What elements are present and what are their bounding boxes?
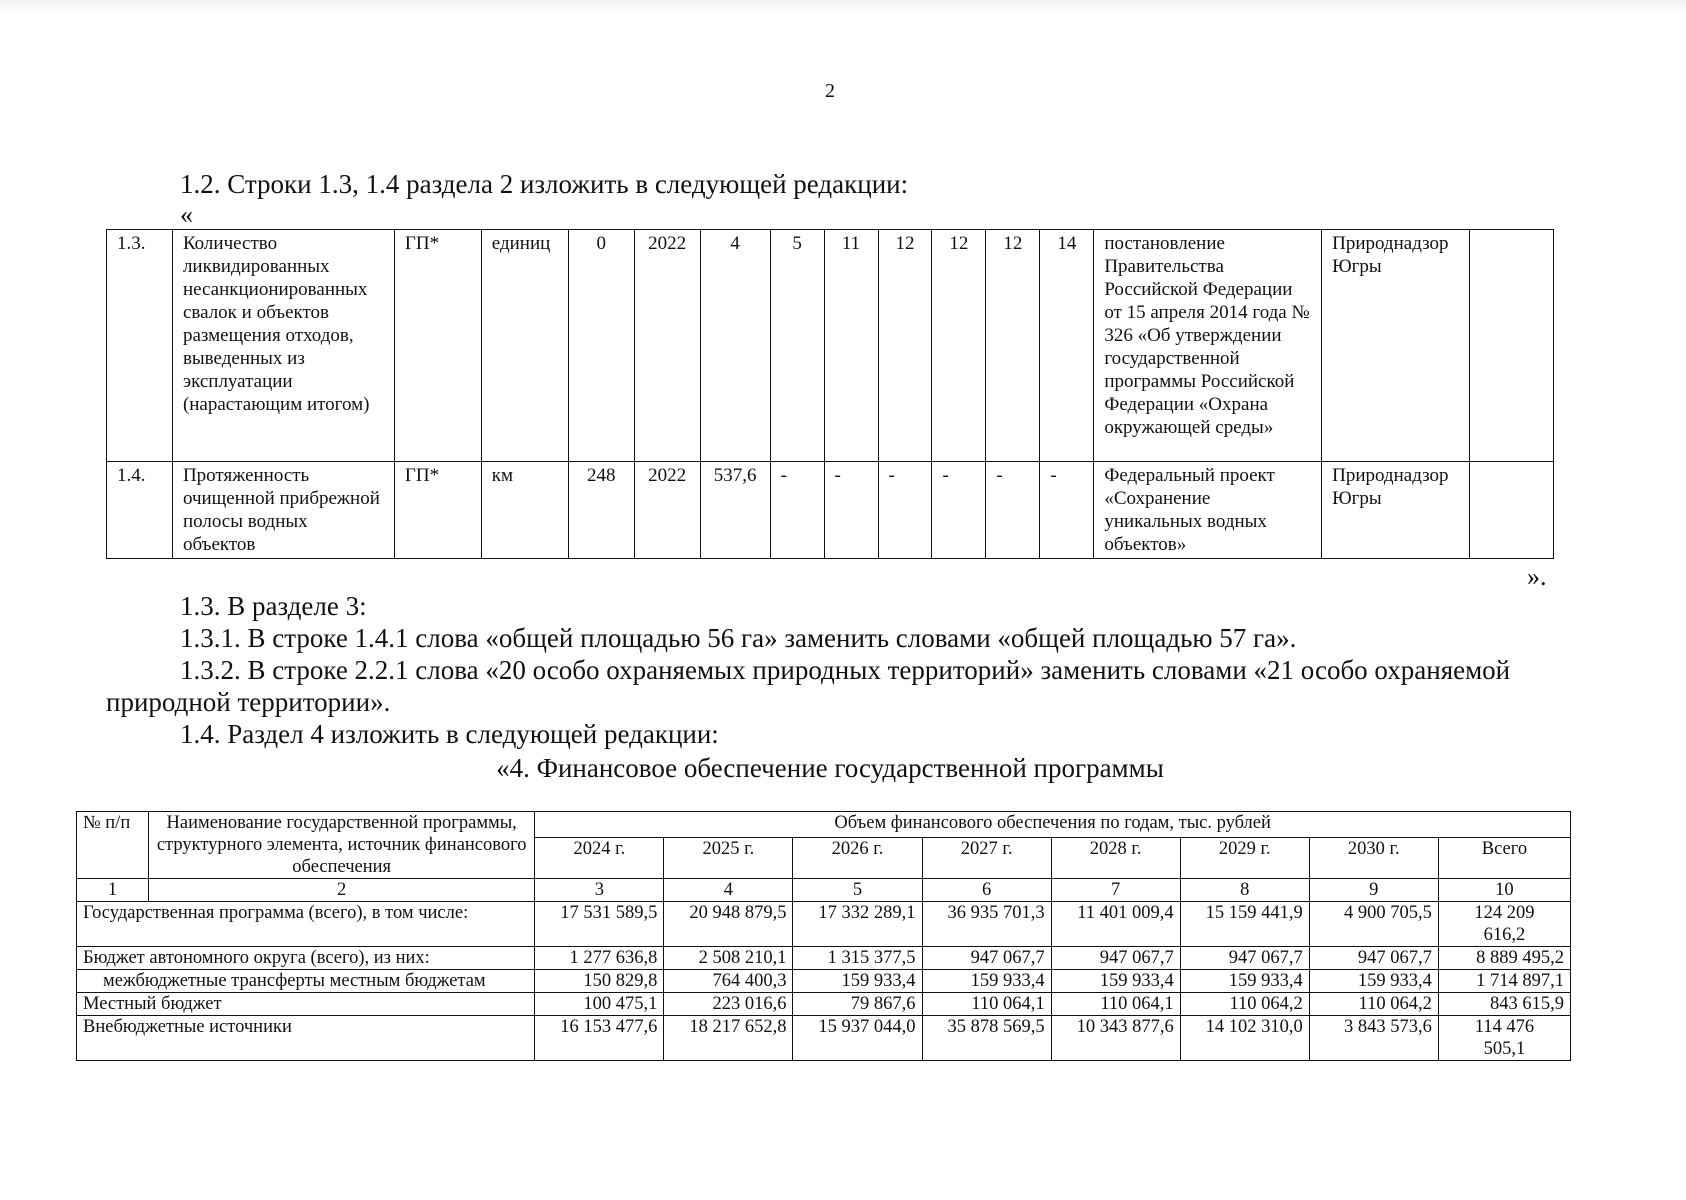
value-cell: 4 [700, 230, 770, 462]
column-header-number: № п/п [77, 812, 149, 879]
table-row [77, 993, 1571, 1016]
column-header-volume: Объем финансового обеспечения по годам, тыс. рублей [535, 812, 1571, 838]
amount-cell: 947 067,7 [1051, 947, 1180, 970]
amount-cell: 223 016,6 [664, 993, 793, 1016]
amount-cell: 79 867,6 [793, 993, 922, 1016]
total-cell: 124 209 616,2 [1438, 902, 1570, 947]
value-cell: 11 [824, 230, 878, 462]
document-reference: постановление Правительства Российской Федерации от 15 апреля 2014 года № 326 «Об утверждении государственной программы Российской Федерации «Охрана окружающей среды» [1094, 230, 1322, 462]
value-cell: - [878, 462, 932, 559]
row-name: Бюджет автономного округа (всего), из них: [77, 947, 535, 970]
amount-cell: 150 829,8 [535, 970, 664, 993]
base-year: 2022 [634, 462, 700, 559]
amount-cell: 110 064,1 [922, 993, 1051, 1016]
indicator-name: Количество ликвидированных несанкционированных свалок и объектов размещения отходов, выведенных из эксплуатации (нарастающим итогом) [172, 230, 394, 462]
column-number: 10 [1438, 879, 1570, 902]
table-row [77, 902, 1571, 947]
quote-open: « [180, 200, 193, 229]
column-number: 6 [922, 879, 1051, 902]
amount-cell: 18 217 652,8 [664, 1016, 793, 1061]
column-number: 1 [77, 879, 149, 902]
indicator-level: ГП* [394, 230, 481, 462]
column-number: 7 [1051, 879, 1180, 902]
extra-cell [1470, 462, 1554, 559]
amount-cell: 4 900 705,5 [1309, 902, 1438, 947]
column-number: 4 [664, 879, 793, 902]
amount-cell: 14 102 310,0 [1180, 1016, 1309, 1061]
amount-cell: 110 064,2 [1180, 993, 1309, 1016]
amount-cell: 10 343 877,6 [1051, 1016, 1180, 1061]
total-header: Всего [1438, 838, 1570, 879]
value-cell: 537,6 [700, 462, 770, 559]
amount-cell: 1 315 377,5 [793, 947, 922, 970]
table-row [77, 1016, 1571, 1061]
value-cell: - [824, 462, 878, 559]
year-header: 2024 г. [535, 838, 664, 879]
year-header: 2030 г. [1309, 838, 1438, 879]
column-number: 5 [793, 879, 922, 902]
total-cell: 8 889 495,2 [1438, 947, 1570, 970]
indicators-table [106, 229, 1554, 559]
row-name: Государственная программа (всего), в том числе: [77, 902, 535, 947]
value-cell: - [986, 462, 1040, 559]
paragraph-1-4: 1.4. Раздел 4 изложить в следующей редакции: [180, 719, 719, 749]
value-cell: 5 [770, 230, 824, 462]
amount-cell: 36 935 701,3 [922, 902, 1051, 947]
amount-cell: 15 159 441,9 [1180, 902, 1309, 947]
indicator-unit: единиц [481, 230, 568, 462]
value-cell: - [932, 462, 986, 559]
amount-cell: 35 878 569,5 [922, 1016, 1051, 1061]
indicator-name: Протяженность очищенной прибрежной полосы водных объектов [172, 462, 394, 559]
value-cell: 12 [878, 230, 932, 462]
amount-cell: 159 933,4 [1051, 970, 1180, 993]
base-value: 248 [568, 462, 634, 559]
paragraph-1-2: 1.2. Строки 1.3, 1.4 раздела 2 изложить в следующей редакции: [180, 169, 909, 199]
indicator-level: ГП* [394, 462, 481, 559]
year-header: 2026 г. [793, 838, 922, 879]
amount-cell: 159 933,4 [1180, 970, 1309, 993]
amount-cell: 11 401 009,4 [1051, 902, 1180, 947]
scan-edge [0, 0, 1686, 14]
table-row [107, 230, 1554, 462]
amount-cell: 17 531 589,5 [535, 902, 664, 947]
quote-close: ». [1527, 562, 1547, 591]
paragraph-1-3-2: 1.3.2. В строке 2.2.1 слова «20 особо охраняемых природных территорий» заменить словами «21 особо охраняемой [180, 655, 1511, 685]
responsible-body: Природнадзор Югры [1322, 230, 1470, 462]
column-header-name: Наименование государственной программы, структурного элемента, источник финансового обеспечения [149, 812, 535, 879]
row-name: Внебюджетные источники [77, 1016, 535, 1061]
amount-cell: 17 332 289,1 [793, 902, 922, 947]
amount-cell: 159 933,4 [922, 970, 1051, 993]
row-name: межбюджетные трансферты местным бюджетам [77, 970, 535, 993]
financing-table [76, 811, 1571, 1061]
total-cell: 1 714 897,1 [1438, 970, 1570, 993]
column-number: 3 [535, 879, 664, 902]
amount-cell: 947 067,7 [1180, 947, 1309, 970]
column-number: 8 [1180, 879, 1309, 902]
amount-cell: 3 843 573,6 [1309, 1016, 1438, 1061]
paragraph-1-3: 1.3. В разделе 3: [180, 591, 367, 621]
base-value: 0 [568, 230, 634, 462]
value-cell: 14 [1040, 230, 1094, 462]
amount-cell: 15 937 044,0 [793, 1016, 922, 1061]
year-header: 2025 г. [664, 838, 793, 879]
column-number: 9 [1309, 879, 1438, 902]
value-cell: - [770, 462, 824, 559]
header-row [77, 812, 1571, 838]
year-header: 2027 г. [922, 838, 1051, 879]
row-name: Местный бюджет [77, 993, 535, 1016]
amount-cell: 110 064,1 [1051, 993, 1180, 1016]
column-numbers-row [77, 879, 1571, 902]
value-cell: 12 [986, 230, 1040, 462]
total-cell: 114 476 505,1 [1438, 1016, 1570, 1061]
year-header: 2028 г. [1051, 838, 1180, 879]
amount-cell: 947 067,7 [922, 947, 1051, 970]
amount-cell: 159 933,4 [793, 970, 922, 993]
amount-cell: 1 277 636,8 [535, 947, 664, 970]
responsible-body: Природнадзор Югры [1322, 462, 1470, 559]
table-row [107, 462, 1554, 559]
column-number: 2 [149, 879, 535, 902]
amount-cell: 100 475,1 [535, 993, 664, 1016]
amount-cell: 947 067,7 [1309, 947, 1438, 970]
amount-cell: 16 153 477,6 [535, 1016, 664, 1061]
paragraph-1-3-2-continued: природной территории». [106, 687, 391, 717]
row-number: 1.4. [107, 462, 173, 559]
base-year: 2022 [634, 230, 700, 462]
year-header: 2029 г. [1180, 838, 1309, 879]
table-row [77, 947, 1571, 970]
paragraph-1-3-1: 1.3.1. В строке 1.4.1 слова «общей площадью 56 га» заменить словами «общей площадью 57 га». [180, 623, 1297, 653]
row-number: 1.3. [107, 230, 173, 462]
section-title: «4. Финансовое обеспечение государственной программы [496, 753, 1164, 783]
extra-cell [1470, 230, 1554, 462]
amount-cell: 159 933,4 [1309, 970, 1438, 993]
total-cell: 843 615,9 [1438, 993, 1570, 1016]
page-number: 2 [825, 80, 835, 102]
amount-cell: 20 948 879,5 [664, 902, 793, 947]
amount-cell: 110 064,2 [1309, 993, 1438, 1016]
document-reference: Федеральный проект «Сохранение уникальных водных объектов» [1094, 462, 1322, 559]
amount-cell: 2 508 210,1 [664, 947, 793, 970]
indicator-unit: км [481, 462, 568, 559]
table-row [77, 970, 1571, 993]
value-cell: - [1040, 462, 1094, 559]
amount-cell: 764 400,3 [664, 970, 793, 993]
value-cell: 12 [932, 230, 986, 462]
